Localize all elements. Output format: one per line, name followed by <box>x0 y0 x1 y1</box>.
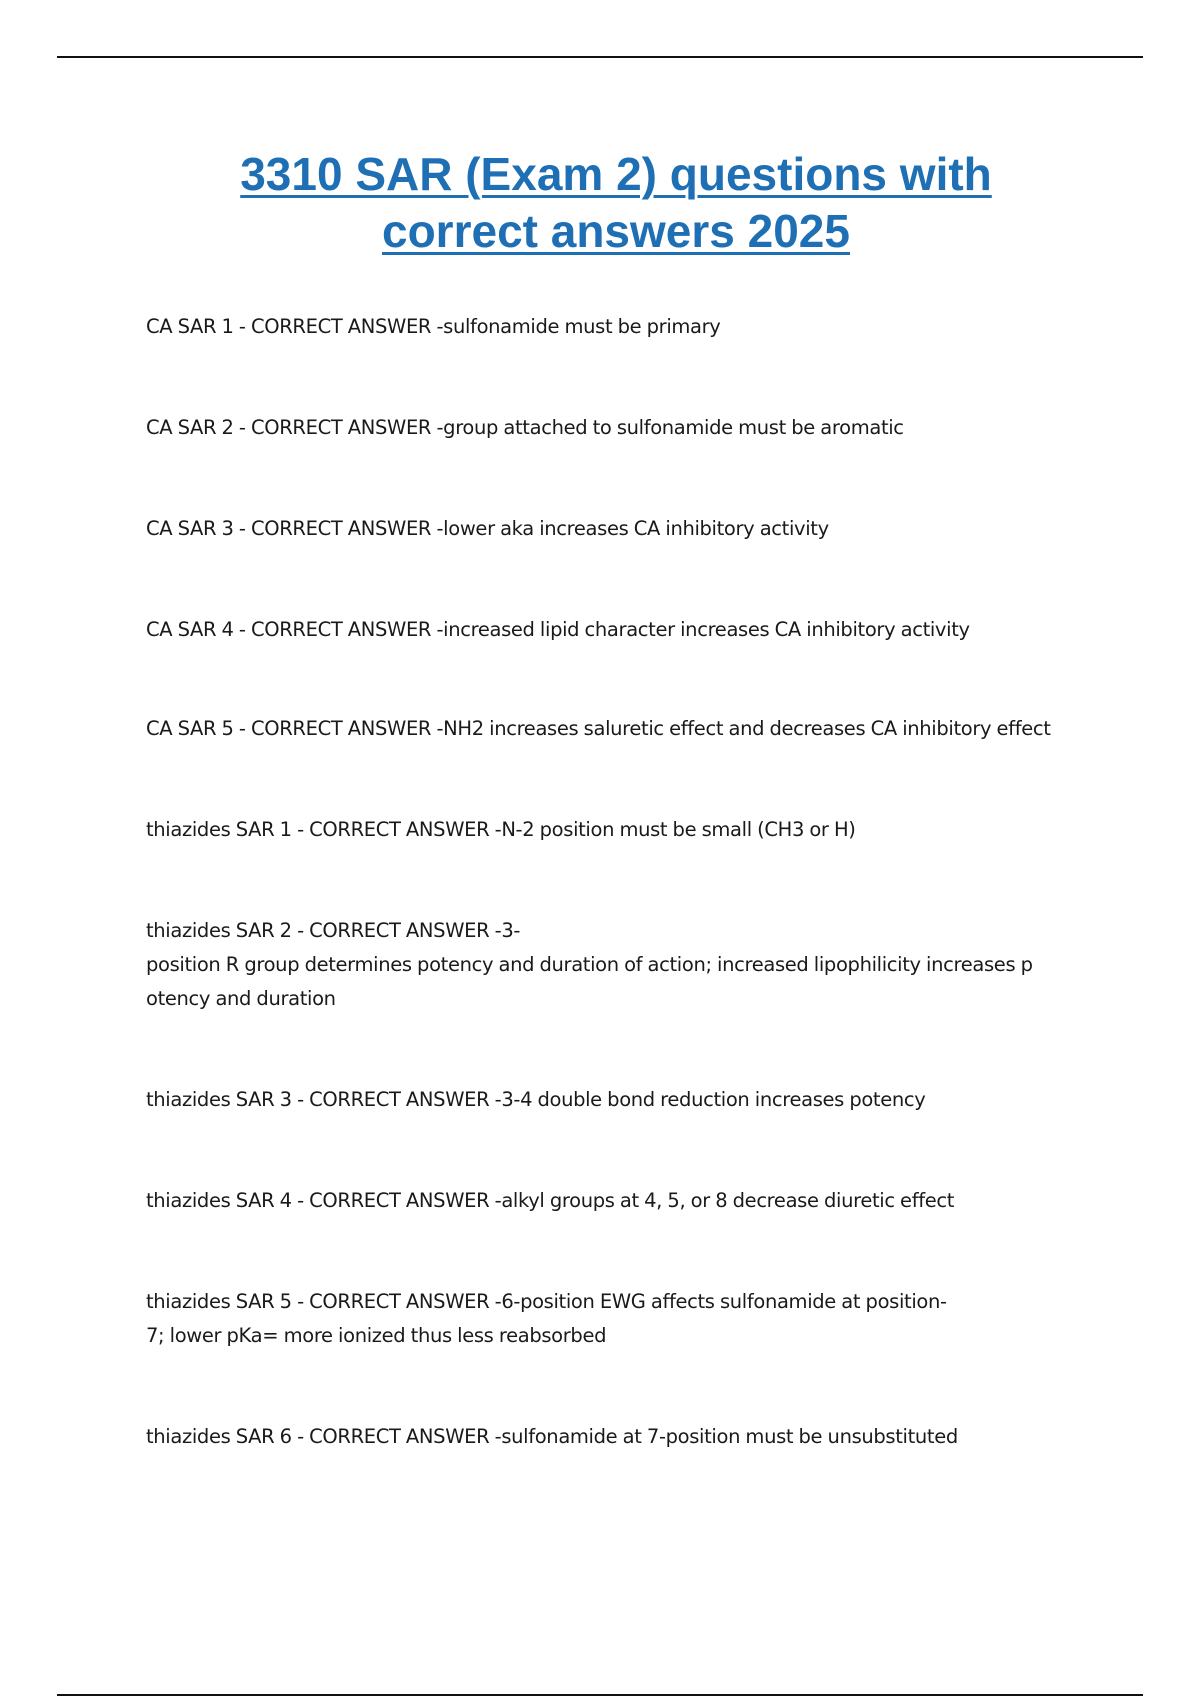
qa-line: CA SAR 1 - CORRECT ANSWER -sulfonamide must be primary <box>146 315 721 338</box>
qa-line: CA SAR 4 - CORRECT ANSWER -increased lipid character increases CA inhibitory activity <box>146 618 970 641</box>
qa-line: thiazides SAR 4 - CORRECT ANSWER -alkyl groups at 4, 5, or 8 decrease diuretic effect <box>146 1189 955 1212</box>
bottom-divider <box>57 1694 1143 1696</box>
qa-item-ca-sar-4 <box>146 613 1096 647</box>
qa-item-thiazides-sar-3 <box>146 1083 1096 1117</box>
qa-item-thiazides-sar-5 <box>146 1285 1096 1353</box>
top-divider <box>57 56 1143 58</box>
qa-line: CA SAR 2 - CORRECT ANSWER -group attached to sulfonamide must be aromatic <box>146 416 904 439</box>
qa-line: CA SAR 5 - CORRECT ANSWER -NH2 increases saluretic effect and decreases CA inhibitory effect <box>146 717 1051 740</box>
qa-item-ca-sar-1 <box>146 310 1096 344</box>
qa-item-thiazides-sar-1 <box>146 813 1096 847</box>
qa-item-ca-sar-2 <box>146 411 1096 445</box>
qa-line: position R group determines potency and duration of action; increased lipophilicity increases p <box>146 953 1033 976</box>
qa-item-ca-sar-5 <box>146 712 1096 746</box>
qa-line: thiazides SAR 1 - CORRECT ANSWER -N-2 position must be small (CH3 or H) <box>146 818 856 841</box>
qa-line: thiazides SAR 6 - CORRECT ANSWER -sulfonamide at 7-position must be unsubstituted <box>146 1425 958 1448</box>
qa-line: thiazides SAR 3 - CORRECT ANSWER -3-4 double bond reduction increases potency <box>146 1088 926 1111</box>
qa-line: otency and duration <box>146 987 336 1010</box>
qa-item-thiazides-sar-6 <box>146 1420 1096 1454</box>
document-title <box>120 146 1112 260</box>
title-line-1: 3310 SAR (Exam 2) questions with <box>240 148 992 200</box>
qa-line: CA SAR 3 - CORRECT ANSWER -lower aka increases CA inhibitory activity <box>146 517 829 540</box>
qa-item-ca-sar-3 <box>146 512 1096 546</box>
title-line-2: correct answers 2025 <box>382 205 850 257</box>
qa-item-thiazides-sar-4 <box>146 1184 1096 1218</box>
qa-line: 7; lower pKa= more ionized thus less reabsorbed <box>146 1324 607 1347</box>
qa-line: thiazides SAR 5 - CORRECT ANSWER -6-position EWG affects sulfonamide at position- <box>146 1290 947 1313</box>
qa-line: thiazides SAR 2 - CORRECT ANSWER -3- <box>146 919 521 942</box>
qa-item-thiazides-sar-2 <box>146 914 1096 1016</box>
